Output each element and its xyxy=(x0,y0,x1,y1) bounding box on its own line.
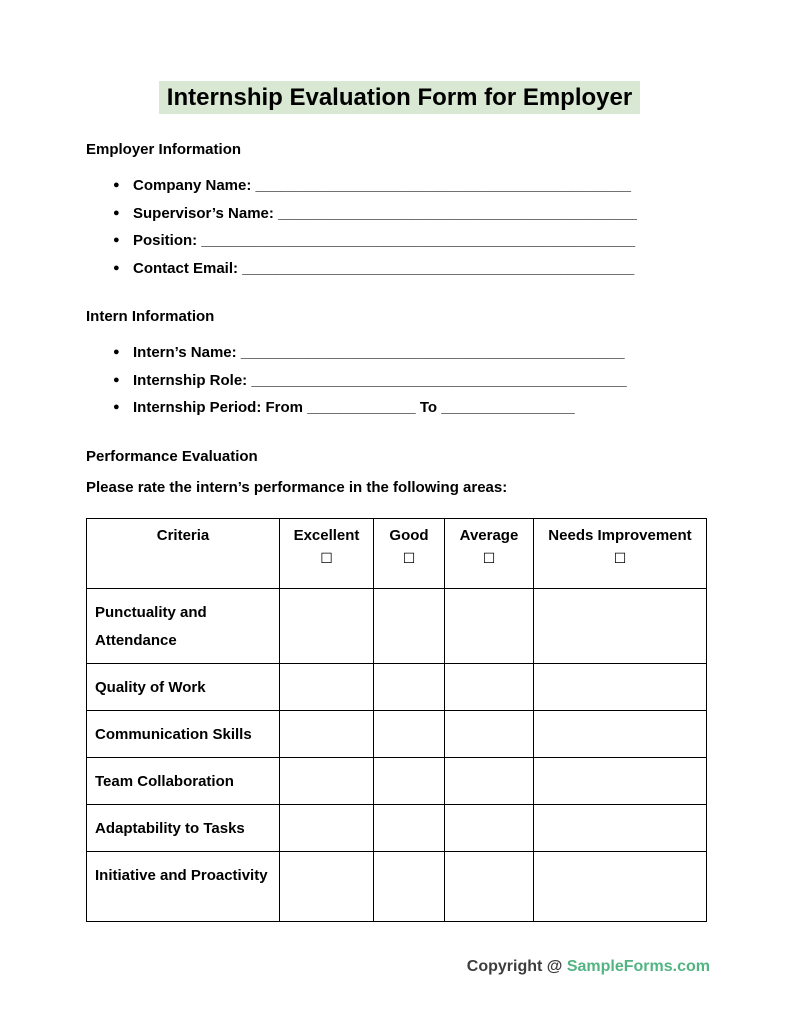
intern-information-heading: Intern Information xyxy=(86,308,215,326)
good-header-label: Good xyxy=(389,526,429,544)
internship-role-field xyxy=(113,367,713,395)
rating-cell-average[interactable] xyxy=(445,588,534,663)
sampleforms-link[interactable]: SampleForms.com xyxy=(566,958,710,975)
rating-cell-excellent[interactable] xyxy=(280,663,374,710)
rating-cell-excellent[interactable] xyxy=(280,588,374,663)
table-header-row xyxy=(87,518,707,588)
criteria-quality-of-work: Quality of Work xyxy=(87,663,280,710)
performance-evaluation-heading: Performance Evaluation xyxy=(86,447,258,465)
needs-improvement-header-label: Needs Improvement xyxy=(548,526,692,544)
table-row xyxy=(87,710,707,757)
bullet-icon: ● xyxy=(113,346,120,359)
contact-email-blank-line[interactable]: _______________________________________________ xyxy=(242,259,635,277)
table-row xyxy=(87,757,707,804)
rating-cell-excellent[interactable] xyxy=(280,804,374,851)
bullet-icon: ● xyxy=(113,234,120,247)
rating-cell-average[interactable] xyxy=(445,757,534,804)
rating-cell-average[interactable] xyxy=(445,710,534,757)
company-name-field xyxy=(113,172,713,200)
page-title: Internship Evaluation Form for Employer xyxy=(159,81,640,114)
criteria-punctuality-attendance: Punctuality and Attendance xyxy=(87,588,280,663)
title-container xyxy=(86,0,713,113)
bullet-icon: ● xyxy=(113,261,120,274)
rating-cell-good[interactable] xyxy=(374,710,445,757)
table-row xyxy=(87,663,707,710)
rating-cell-needs-improvement[interactable] xyxy=(534,851,707,921)
intern-field-list xyxy=(86,339,713,422)
criteria-header-label: Criteria xyxy=(156,526,210,544)
table-row xyxy=(87,588,707,663)
evaluation-table xyxy=(86,518,707,922)
rating-cell-needs-improvement[interactable] xyxy=(534,710,707,757)
rating-cell-good[interactable] xyxy=(374,588,445,663)
checkbox-icon[interactable]: ☐ xyxy=(402,549,416,566)
rating-cell-good[interactable] xyxy=(374,663,445,710)
bullet-icon: ● xyxy=(113,206,120,219)
rating-cell-needs-improvement[interactable] xyxy=(534,663,707,710)
rating-cell-needs-improvement[interactable] xyxy=(534,804,707,851)
supervisor-name-blank-line[interactable]: ___________________________________________ xyxy=(278,204,637,222)
employer-field-list xyxy=(86,172,713,282)
rating-cell-average[interactable] xyxy=(445,851,534,921)
column-header-criteria xyxy=(87,518,280,588)
internship-period-field xyxy=(113,394,713,422)
period-to-label: To xyxy=(419,399,438,417)
criteria-initiative-proactivity: Initiative and Proactivity xyxy=(87,851,280,921)
supervisor-name-label: Supervisor’s Name: xyxy=(133,204,274,222)
rating-cell-good[interactable] xyxy=(374,851,445,921)
column-header-good xyxy=(374,518,445,588)
rating-cell-average[interactable] xyxy=(445,804,534,851)
intern-name-blank-line[interactable]: ______________________________________________ xyxy=(240,344,625,362)
criteria-communication-skills: Communication Skills xyxy=(87,710,280,757)
contact-email-label: Contact Email: xyxy=(133,259,239,277)
rating-cell-needs-improvement[interactable] xyxy=(534,588,707,663)
footer xyxy=(467,958,710,976)
position-blank-line[interactable]: ____________________________________________________ xyxy=(201,232,636,250)
table-row xyxy=(87,851,707,921)
employer-information-heading: Employer Information xyxy=(86,141,242,159)
internship-role-label: Internship Role: xyxy=(133,371,248,389)
intern-name-field xyxy=(113,339,713,367)
rating-cell-needs-improvement[interactable] xyxy=(534,757,707,804)
column-header-needs-improvement xyxy=(534,518,707,588)
period-from-blank-line[interactable]: _____________ xyxy=(307,399,416,417)
excellent-header-label: Excellent xyxy=(293,526,360,544)
supervisor-name-field xyxy=(113,200,713,228)
table-row xyxy=(87,804,707,851)
contact-email-field xyxy=(113,255,713,283)
internship-period-label: Internship Period: From xyxy=(133,399,304,417)
rating-cell-good[interactable] xyxy=(374,804,445,851)
position-label: Position: xyxy=(133,232,198,250)
copyright-text: Copyright @ xyxy=(466,958,563,975)
column-header-excellent xyxy=(280,518,374,588)
period-to-blank-line[interactable]: ________________ xyxy=(441,399,575,417)
company-name-blank-line[interactable]: _____________________________________________ xyxy=(255,177,631,195)
rating-cell-excellent[interactable] xyxy=(280,757,374,804)
bullet-icon: ● xyxy=(113,179,120,192)
checkbox-icon[interactable]: ☐ xyxy=(320,549,333,566)
rating-cell-average[interactable] xyxy=(445,663,534,710)
bullet-icon: ● xyxy=(113,373,120,386)
position-field xyxy=(113,227,713,255)
checkbox-icon[interactable]: ☐ xyxy=(613,549,627,566)
criteria-adaptability-to-tasks: Adaptability to Tasks xyxy=(87,804,280,851)
bullet-icon: ● xyxy=(113,401,120,414)
rating-cell-excellent[interactable] xyxy=(280,851,374,921)
rating-cell-good[interactable] xyxy=(374,757,445,804)
company-name-label: Company Name: xyxy=(133,177,252,195)
average-header-label: Average xyxy=(459,526,519,544)
intern-name-label: Intern’s Name: xyxy=(133,344,237,362)
checkbox-icon[interactable]: ☐ xyxy=(482,549,496,566)
criteria-team-collaboration: Team Collaboration xyxy=(87,757,280,804)
internship-role-blank-line[interactable]: _____________________________________________ xyxy=(251,371,627,389)
rating-cell-excellent[interactable] xyxy=(280,710,374,757)
column-header-average xyxy=(445,518,534,588)
performance-instructions: Please rate the intern’s performance in the following areas: xyxy=(86,478,508,496)
